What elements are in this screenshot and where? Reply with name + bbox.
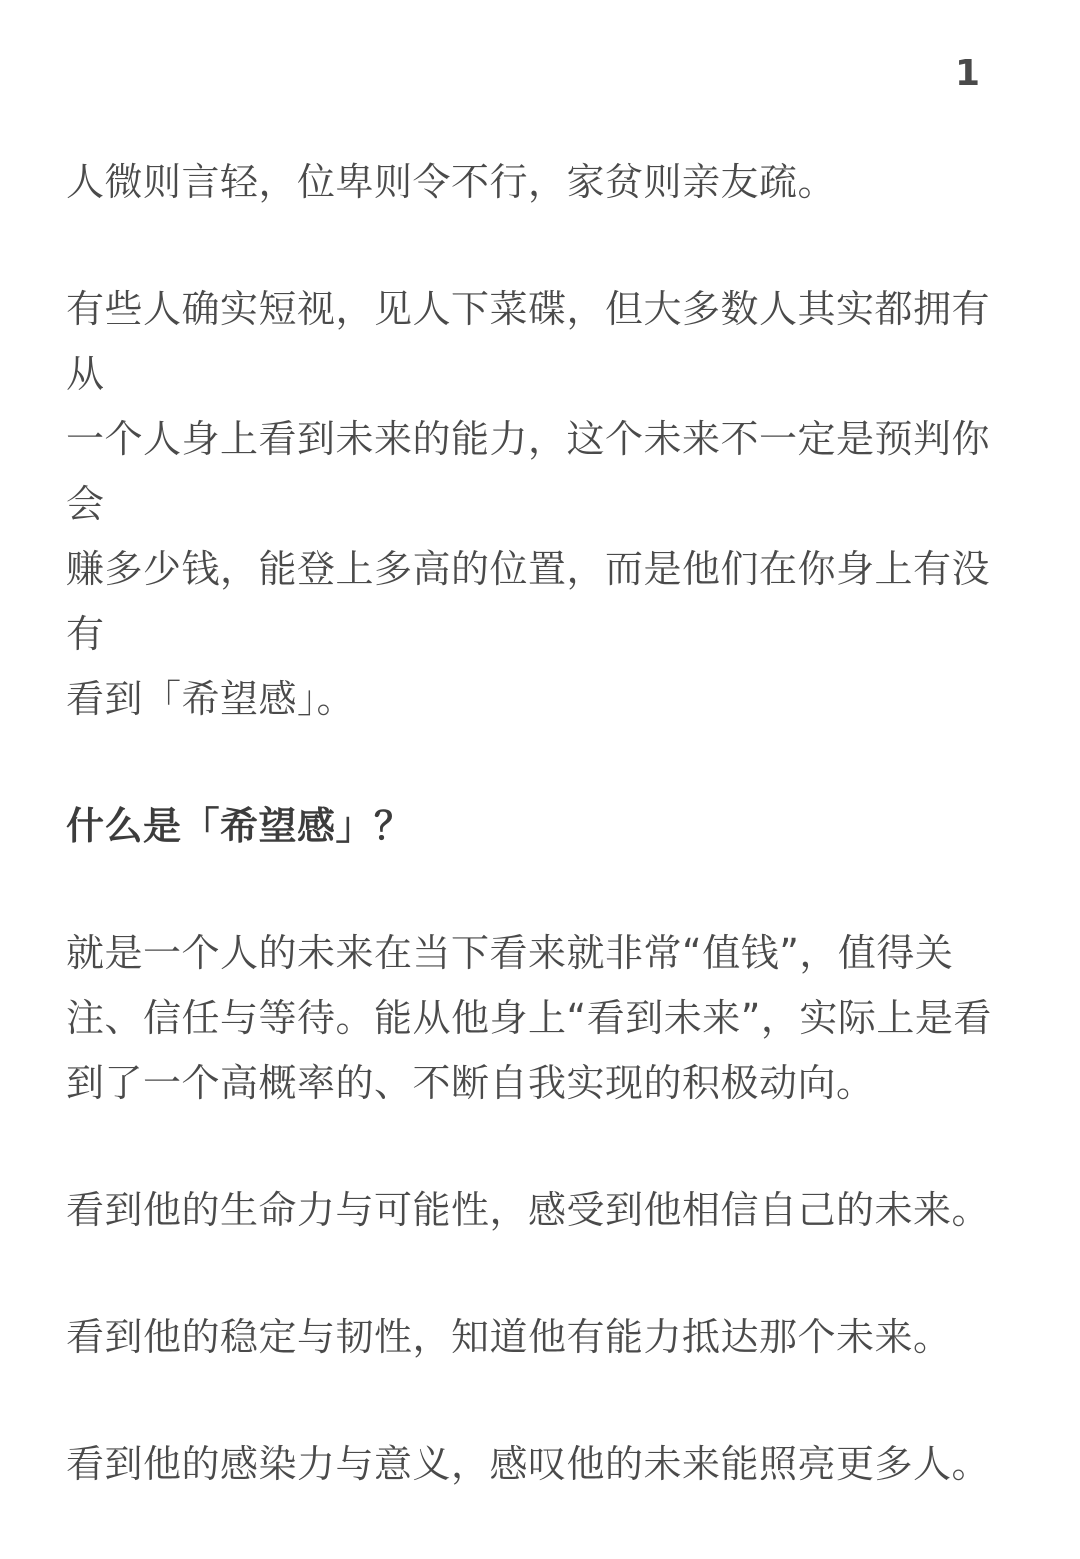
- paragraph-3: 就是一个人的未来在当下看来就非常“值钱”，值得关 注、信任与等待。能从他身上“看到未来”，实际上是看 到了一个高概率的、不断自我实现的积极动向。: [66, 931, 992, 1105]
- paragraph-5: 看到他的稳定与韧性，知道他有能力抵达那个未来。: [66, 1315, 952, 1359]
- article-body: [66, 150, 1026, 1559]
- paragraph-1: 人微则言轻，位卑则令不行，家贫则亲友疏。: [66, 160, 837, 204]
- section-heading: 什么是「希望感」？: [66, 804, 413, 848]
- paragraph-4: 看到他的生命力与可能性，感受到他相信自己的未来。: [66, 1188, 991, 1232]
- paragraph-6: 看到他的感染力与意义，感叹他的未来能照亮更多人。: [66, 1442, 991, 1486]
- paragraph-2: 有些人确实短视，见人下菜碟，但大多数人其实都拥有从 一个人身上看到未来的能力，这个未来不一定是预判你会 赚多少钱，能登上多高的位置，而是他们在你身上有没有 看到「希望感」。: [66, 287, 991, 721]
- page-number: 1: [954, 53, 980, 94]
